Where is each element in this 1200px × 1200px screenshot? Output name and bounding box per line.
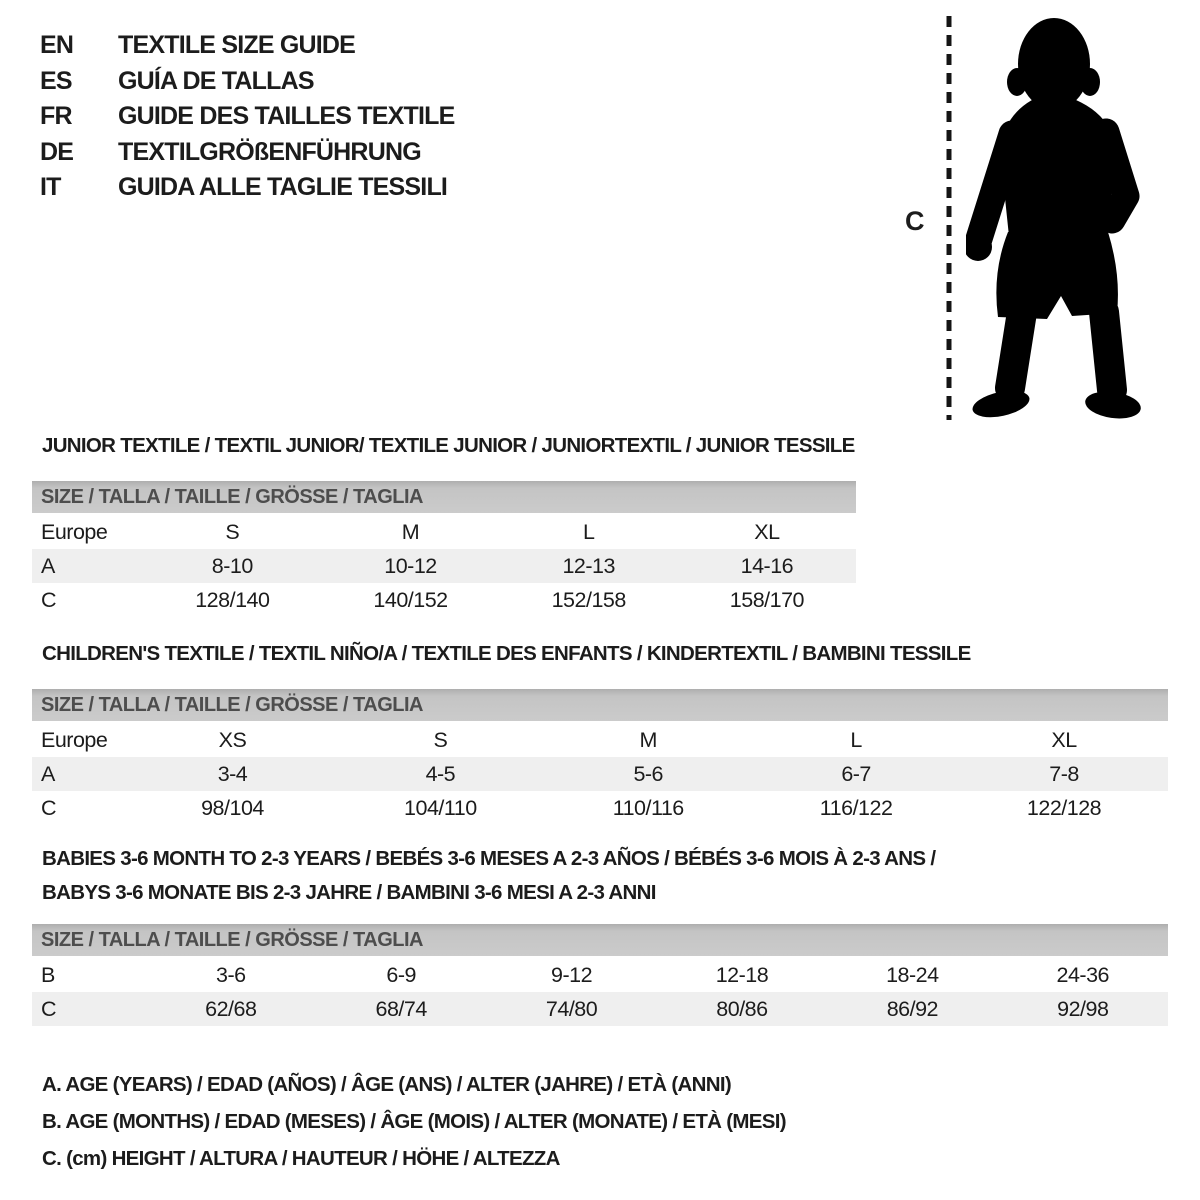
size-cell: 86/92: [886, 996, 938, 1021]
size-header-bar: SIZE / TALLA / TAILLE / GRÖSSE / TAGLIA: [32, 481, 856, 513]
row-label: C: [41, 795, 57, 820]
size-cell: M: [639, 727, 657, 752]
size-cell: 9-12: [551, 962, 593, 987]
babies-size-table: [32, 958, 1168, 1026]
size-cell: 5-6: [633, 761, 664, 786]
lang-title: GUIDA ALLE TAGLIE TESSILI: [118, 173, 448, 201]
lang-title: GUÍA DE TALLAS: [118, 66, 314, 95]
size-cell: 104/110: [404, 795, 477, 820]
size-cell: 4-5: [425, 761, 456, 786]
size-cell: 8-10: [211, 553, 253, 578]
size-cell: 7-8: [1049, 761, 1079, 786]
table-row: [32, 757, 1168, 791]
size-cell: 14-16: [740, 553, 794, 578]
size-cell: 6-9: [386, 962, 416, 987]
size-cell: XL: [754, 519, 780, 544]
table-row: [32, 723, 1168, 757]
legend-line-b: B. AGE (MONTHS) / EDAD (MESES) / ÂGE (MOIS) / ALTER (MONATE) / ETÀ (MESI): [42, 1110, 786, 1133]
lang-code: EN: [40, 31, 74, 59]
row-label: Europe: [41, 727, 108, 752]
size-cell: L: [582, 519, 595, 544]
table-row: [32, 549, 856, 583]
size-cell: 92/98: [1057, 996, 1109, 1021]
size-cell: M: [401, 519, 420, 544]
row-label: Europe: [41, 519, 108, 544]
size-cell: 10-12: [384, 553, 437, 578]
lang-code: FR: [40, 102, 72, 130]
size-cell: 128/140: [195, 587, 270, 612]
toddler-silhouette-icon: [966, 16, 1142, 420]
row-label: A: [41, 553, 55, 578]
row-label: A: [41, 761, 55, 786]
size-cell: 98/104: [201, 795, 264, 820]
legend-line-a: A. AGE (YEARS) / EDAD (AÑOS) / ÂGE (ANS) / ALTER (JAHRE) / ETÀ (ANNI): [42, 1073, 731, 1096]
lang-code: IT: [40, 173, 61, 201]
row-label: C: [41, 587, 57, 612]
size-cell: 12-18: [715, 962, 769, 987]
lang-row-de: [40, 135, 455, 171]
size-cell: L: [850, 727, 862, 752]
babies-title-line1: BABIES 3-6 MONTH TO 2-3 YEARS / BEBÉS 3-6 MESES A 2-3 AÑOS / BÉBÉS 3-6 MOIS À 2-3 ANS /: [42, 847, 936, 870]
lang-title: GUIDE DES TAILLES TEXTILE: [118, 102, 455, 130]
lang-title: TEXTILE SIZE GUIDE: [118, 31, 356, 59]
measurement-legend: [42, 1066, 786, 1177]
lang-row-it: [40, 170, 455, 206]
size-cell: 152/158: [551, 587, 626, 612]
size-cell: 140/152: [373, 587, 448, 612]
junior-section-title: JUNIOR TEXTILE / TEXTIL JUNIOR/ TEXTILE JUNIOR / JUNIORTEXTIL / JUNIOR TESSILE: [42, 434, 855, 457]
lang-row-en: [40, 28, 455, 64]
height-measure-dashed-line: [946, 16, 952, 420]
lang-title: TEXTILGRÖßENFÜHRUNG: [118, 137, 421, 166]
size-header-bar: SIZE / TALLA / TAILLE / GRÖSSE / TAGLIA: [32, 924, 1168, 956]
table-row: [32, 515, 856, 549]
size-cell: XS: [218, 727, 247, 752]
children-size-table: [32, 723, 1168, 825]
size-cell: 24-36: [1056, 962, 1110, 987]
legend-line-c: C. (cm) HEIGHT / ALTURA / HAUTEUR / HÖHE / ALTEZZA: [42, 1147, 560, 1170]
babies-title-line2: BABYS 3-6 MONATE BIS 2-3 JAHRE / BAMBINI 3-6 MESI A 2-3 ANNI: [42, 881, 656, 904]
table-row: [32, 958, 1168, 992]
size-cell: 74/80: [545, 996, 598, 1021]
table-row: [32, 791, 1168, 825]
row-label: C: [41, 996, 57, 1021]
size-cell: 3-4: [217, 761, 248, 786]
size-cell: S: [433, 727, 448, 752]
size-cell: 122/128: [1026, 795, 1102, 820]
size-cell: 12-13: [562, 553, 615, 578]
lang-code: DE: [40, 137, 74, 166]
language-guide: [40, 28, 455, 206]
size-cell: 116/122: [819, 795, 893, 820]
lang-row-fr: [40, 99, 455, 135]
size-cell: 18-24: [886, 962, 939, 987]
lang-code: ES: [40, 66, 72, 95]
size-cell: 158/170: [729, 587, 804, 612]
size-cell: 80/86: [716, 996, 768, 1021]
size-cell: 3-6: [216, 962, 246, 987]
size-cell: 62/68: [205, 996, 257, 1021]
size-cell: 110/116: [612, 795, 684, 820]
babies-section-title: [42, 847, 935, 905]
table-row: [32, 992, 1168, 1026]
size-cell: 6-7: [841, 761, 871, 786]
height-measure-label: C: [905, 206, 925, 236]
size-cell: XL: [1051, 727, 1077, 752]
lang-row-es: [40, 64, 455, 100]
size-cell: 68/74: [375, 996, 427, 1021]
row-label: B: [41, 962, 55, 987]
size-header-bar: SIZE / TALLA / TAILLE / GRÖSSE / TAGLIA: [32, 689, 1168, 721]
table-row: [32, 583, 856, 617]
children-section-title: CHILDREN'S TEXTILE / TEXTIL NIÑO/A / TEXTILE DES ENFANTS / KINDERTEXTIL / BAMBINI TESSILE: [42, 642, 971, 665]
size-cell: S: [225, 519, 240, 544]
junior-size-table: [32, 515, 856, 617]
